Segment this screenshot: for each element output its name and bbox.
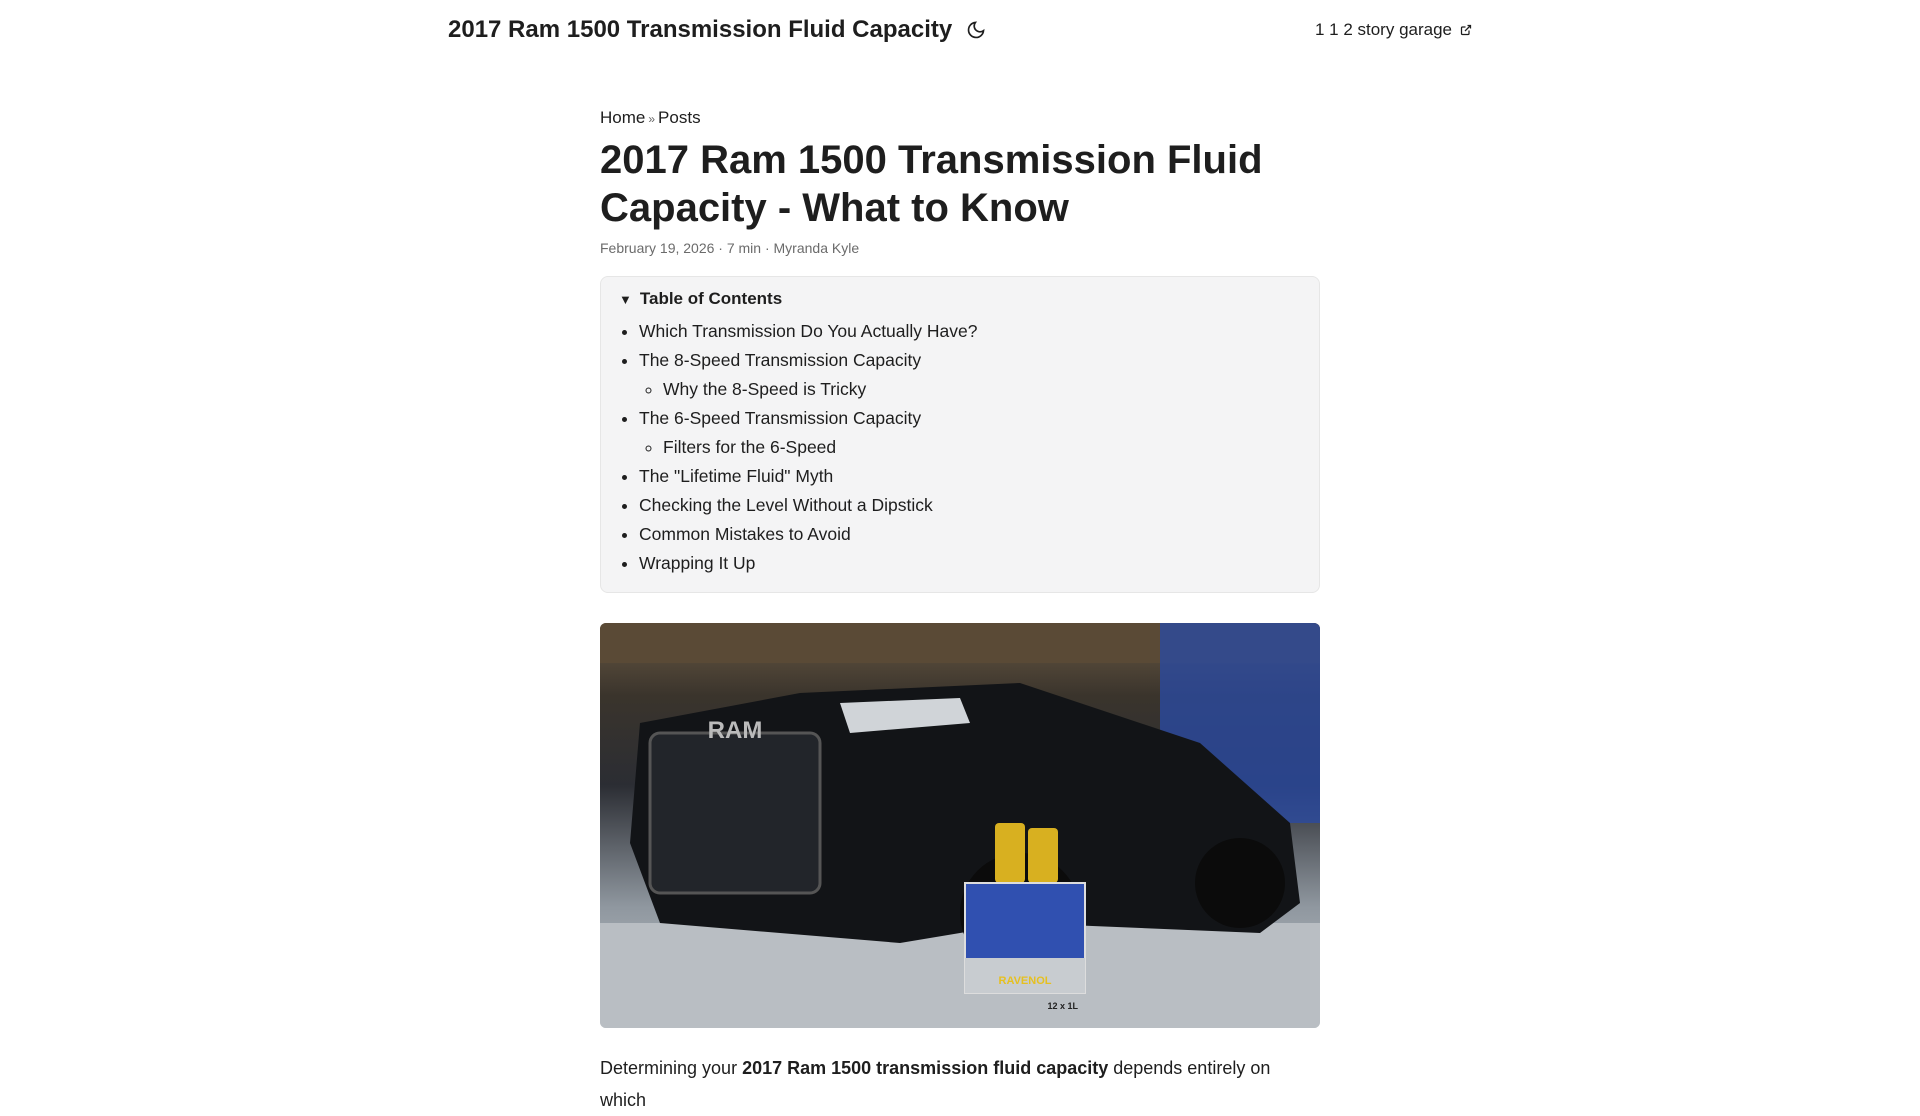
- site-title-link[interactable]: 2017 Ram 1500 Transmission Fluid Capacity: [448, 16, 953, 43]
- intro-text: depends entirely on which: [600, 1058, 1271, 1110]
- toc-item: [639, 462, 1301, 491]
- toc-link[interactable]: Why the 8-Speed is Tricky: [663, 379, 867, 399]
- toc-link[interactable]: The 6-Speed Transmission Capacity: [639, 408, 922, 428]
- menu-link-story-garage[interactable]: [1315, 20, 1472, 40]
- external-link-icon: [1460, 24, 1472, 36]
- menu-link-label: 1 1 2 story garage: [1314, 20, 1452, 39]
- intro-text: Determining your: [600, 1058, 743, 1078]
- post-meta: February 19, 2026 · 7 min · Myranda Kyle: [600, 240, 860, 256]
- breadcrumb-separator: »: [648, 112, 656, 126]
- box-brand: RAVENOL: [998, 975, 1052, 987]
- grille-logo: RAM: [707, 717, 763, 744]
- toc-item: [639, 404, 1301, 462]
- toc-item: [639, 491, 1301, 520]
- box-label: 12 x 1L: [1047, 1001, 1078, 1011]
- site-header: [448, 0, 1472, 60]
- truck-illustration: [600, 623, 1320, 1028]
- logo: [448, 16, 986, 44]
- breadcrumb-posts[interactable]: Posts: [658, 108, 701, 127]
- toc-link[interactable]: Filters for the 6-Speed: [663, 437, 837, 457]
- toc-link[interactable]: Which Transmission Do You Actually Have?: [639, 321, 978, 341]
- toc-title: Table of Contents: [639, 289, 783, 308]
- toc-subitem: [663, 433, 1301, 462]
- toc-link[interactable]: The "Lifetime Fluid" Myth: [639, 466, 834, 486]
- toc-sublist: [663, 375, 1301, 404]
- floor: [600, 923, 1320, 1028]
- toc-item: [639, 317, 1301, 346]
- toc-item: [639, 549, 1301, 578]
- page-title: 2017 Ram 1500 Transmission Fluid Capacity - What to Know: [600, 138, 1263, 230]
- intro-bold: 2017 Ram 1500 transmission fluid capacity: [742, 1058, 1109, 1078]
- oil-bottle: [1028, 828, 1058, 883]
- moon-icon[interactable]: [966, 20, 986, 40]
- toc-toggle[interactable]: [619, 289, 1301, 309]
- toc-link[interactable]: The 8-Speed Transmission Capacity: [639, 350, 922, 370]
- main-content: [600, 108, 1320, 1116]
- hero-image: [600, 623, 1320, 1028]
- toc-link[interactable]: Common Mistakes to Avoid: [639, 524, 851, 544]
- toc-item: [639, 346, 1301, 404]
- table-of-contents: [600, 276, 1320, 593]
- toc-list: [639, 317, 1301, 578]
- truck-grille: [650, 733, 820, 893]
- toc-link[interactable]: Checking the Level Without a Dipstick: [639, 495, 933, 515]
- oil-bottle: [995, 823, 1025, 883]
- toc-link[interactable]: Wrapping It Up: [639, 553, 756, 573]
- toc-sublist: [663, 433, 1301, 462]
- breadcrumb-home[interactable]: Home: [600, 108, 646, 127]
- toc-subitem: [663, 375, 1301, 404]
- breadcrumb: [600, 108, 1320, 128]
- toc-item: [639, 520, 1301, 549]
- rear-wheel: [1195, 838, 1285, 928]
- triangle-down-icon: ▼: [619, 291, 632, 307]
- intro-paragraph: [600, 1052, 1320, 1116]
